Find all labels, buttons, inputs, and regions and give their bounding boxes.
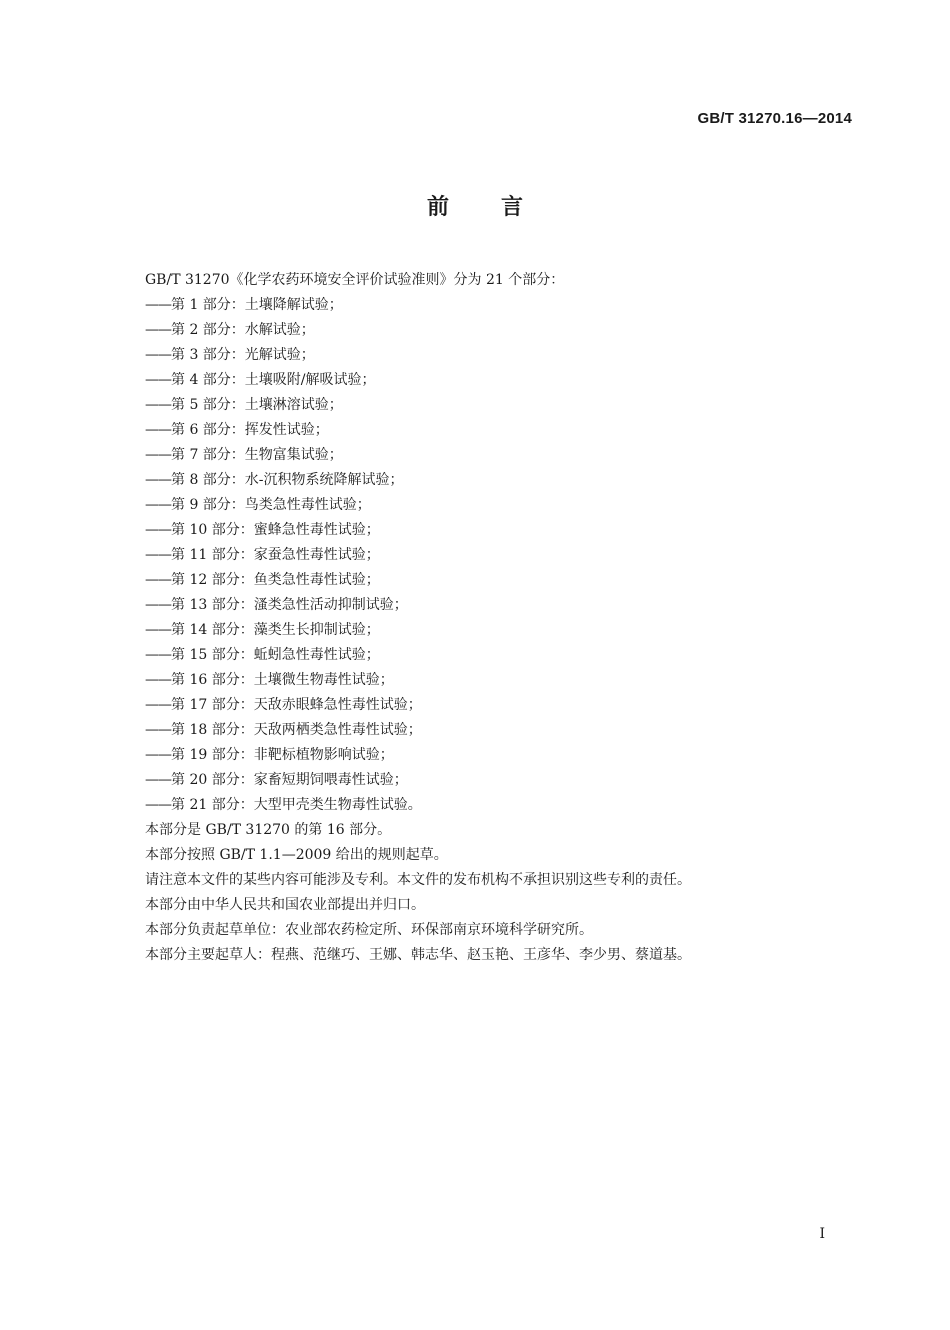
list-dash: —— (145, 572, 171, 588)
list-dash: —— (145, 747, 171, 763)
drafters-statement: 本部分主要起草人：程燕、范继巧、王娜、韩志华、赵玉艳、王彦华、李少男、蔡道基。 (145, 947, 691, 963)
list-item (145, 768, 845, 793)
list-dash: —— (145, 297, 171, 313)
list-item-text: 第 16 部分：土壤微生物毒性试验； (171, 672, 394, 688)
list-dash: —— (145, 597, 171, 613)
proposed-by-statement: 本部分由中华人民共和国农业部提出并归口。 (145, 897, 425, 913)
list-dash: —— (145, 622, 171, 638)
list-item-text: 第 19 部分：非靶标植物影响试验； (171, 747, 394, 763)
list-item (145, 568, 845, 593)
list-item-text: 第 17 部分：天敌赤眼蜂急性毒性试验； (171, 697, 422, 713)
page-number: I (819, 1226, 825, 1242)
list-item (145, 418, 845, 443)
list-dash: —— (145, 647, 171, 663)
list-item-text: 第 2 部分：水解试验； (171, 322, 315, 338)
list-dash: —— (145, 397, 171, 413)
list-dash: —— (145, 722, 171, 738)
list-item-text: 第 10 部分：蜜蜂急性毒性试验； (171, 522, 380, 538)
list-item-text: 第 20 部分：家畜短期饲喂毒性试验； (171, 772, 408, 788)
foreword-body (145, 268, 845, 968)
patent-notice: 请注意本文件的某些内容可能涉及专利。本文件的发布机构不承担识别这些专利的责任。 (145, 872, 691, 888)
list-item (145, 518, 845, 543)
list-item-text: 第 1 部分：土壤降解试验； (171, 297, 343, 313)
list-item-text: 第 5 部分：土壤淋溶试验； (171, 397, 343, 413)
list-dash: —— (145, 797, 171, 813)
list-item (145, 693, 845, 718)
standard-code: GB/T 31270.16—2014 (697, 110, 852, 127)
parts-list (145, 293, 845, 818)
list-item (145, 293, 845, 318)
list-item-text: 第 4 部分：土壤吸附/解吸试验； (171, 372, 376, 388)
intro-paragraph: GB/T 31270《化学农药环境安全评价试验准则》分为 21 个部分： (145, 272, 565, 288)
list-item (145, 493, 845, 518)
list-item-text: 第 12 部分：鱼类急性毒性试验； (171, 572, 380, 588)
list-dash: —— (145, 697, 171, 713)
list-item (145, 793, 845, 818)
this-part-statement: 本部分是 GB/T 31270 的第 16 部分。 (145, 822, 392, 838)
list-dash: —— (145, 347, 171, 363)
drafting-rules-statement: 本部分按照 GB/T 1.1—2009 给出的规则起草。 (145, 847, 448, 863)
list-dash: —— (145, 772, 171, 788)
list-item-text: 第 15 部分：蚯蚓急性毒性试验； (171, 647, 380, 663)
list-item (145, 443, 845, 468)
list-item-text: 第 18 部分：天敌两栖类急性毒性试验； (171, 722, 422, 738)
list-item (145, 668, 845, 693)
list-item (145, 543, 845, 568)
list-item-text: 第 14 部分：藻类生长抑制试验； (171, 622, 380, 638)
list-item-text: 第 21 部分：大型甲壳类生物毒性试验。 (171, 797, 422, 813)
list-item (145, 743, 845, 768)
page-title: 前言 (426, 195, 575, 220)
list-item-text: 第 13 部分：溞类急性活动抑制试验； (171, 597, 408, 613)
list-item (145, 468, 845, 493)
list-dash: —— (145, 372, 171, 388)
list-item (145, 618, 845, 643)
list-item (145, 393, 845, 418)
drafting-units-statement: 本部分负责起草单位：农业部农药检定所、环保部南京环境科学研究所。 (145, 922, 593, 938)
list-item (145, 593, 845, 618)
list-item-text: 第 8 部分：水-沉积物系统降解试验； (171, 472, 404, 488)
list-item-text: 第 9 部分：鸟类急性毒性试验； (171, 497, 371, 513)
list-dash: —— (145, 472, 171, 488)
list-item (145, 368, 845, 393)
list-dash: —— (145, 322, 171, 338)
list-dash: —— (145, 497, 171, 513)
list-dash: —— (145, 547, 171, 563)
list-dash: —— (145, 447, 171, 463)
list-dash: —— (145, 672, 171, 688)
list-dash: —— (145, 422, 171, 438)
list-item (145, 643, 845, 668)
list-item (145, 718, 845, 743)
list-dash: —— (145, 522, 171, 538)
list-item-text: 第 3 部分：光解试验； (171, 347, 315, 363)
list-item-text: 第 11 部分：家蚕急性毒性试验； (171, 547, 380, 563)
list-item-text: 第 7 部分：生物富集试验； (171, 447, 343, 463)
list-item (145, 343, 845, 368)
list-item-text: 第 6 部分：挥发性试验； (171, 422, 329, 438)
list-item (145, 318, 845, 343)
